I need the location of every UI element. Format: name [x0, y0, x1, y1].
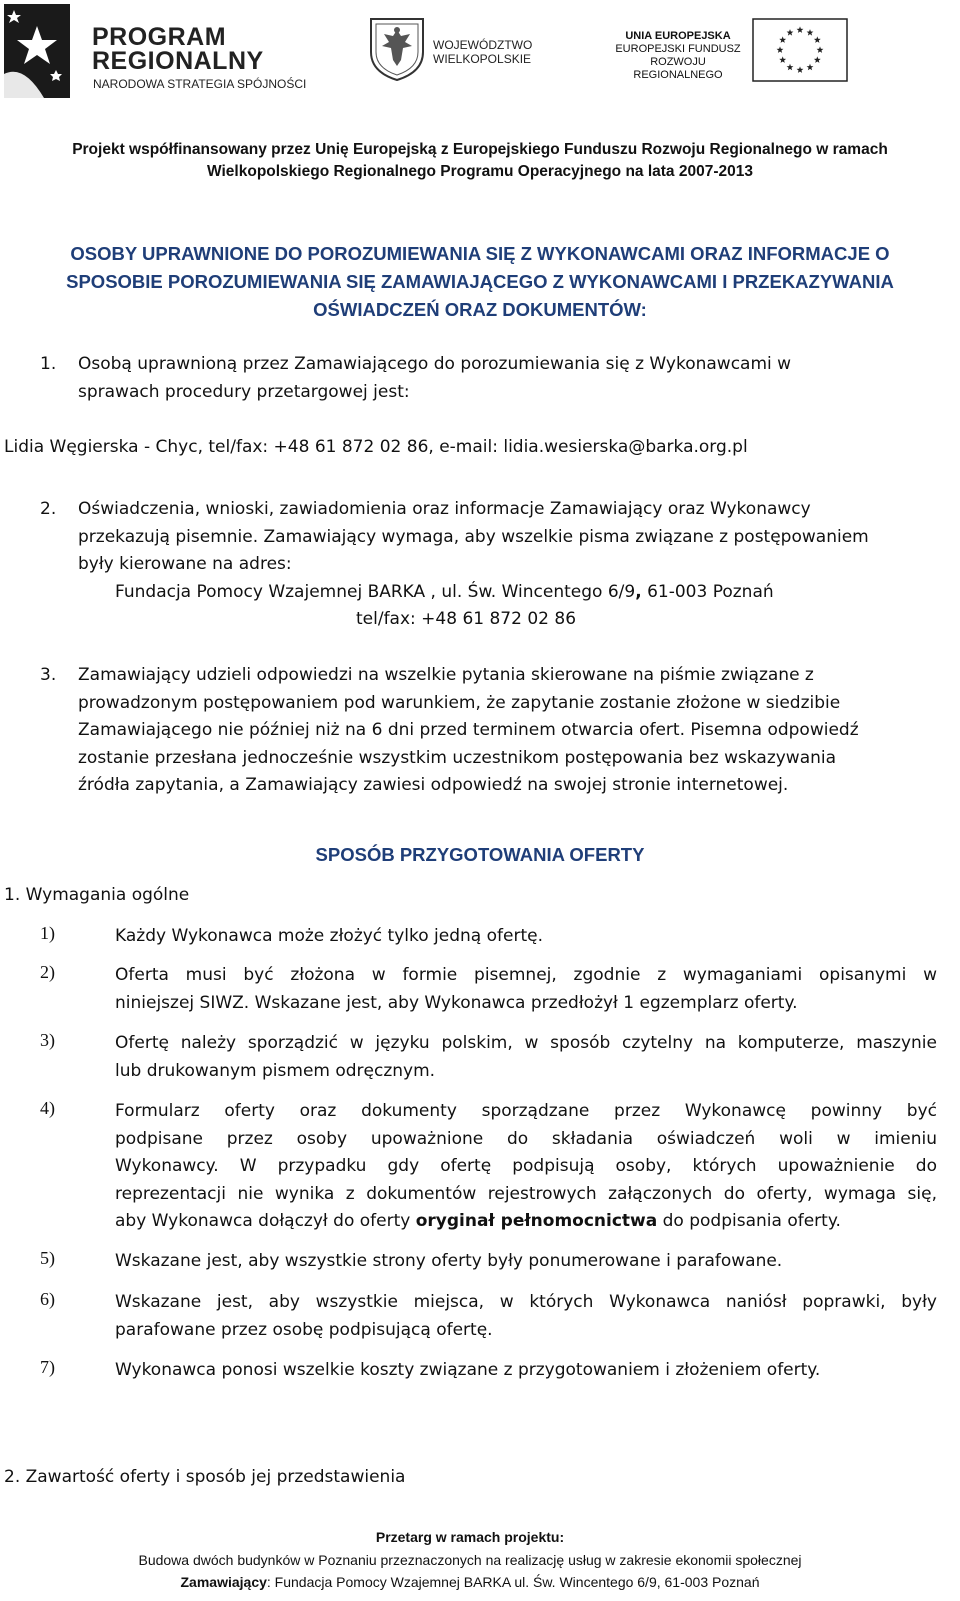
rule4-line5 [115, 1208, 841, 1236]
rule4-line5-part-c: do podpisania oferty. [657, 1211, 841, 1231]
footer-client-address: : Fundacja Pomocy Wzajemnej BARKA ul. Św. Wincentego 6/9, 61-003 Poznań [266, 1574, 760, 1590]
rule4-line4: reprezentacji nie wynika z dokumentów rejestrowych załączonych do oferty, wymaga się, [115, 1184, 937, 1204]
voivodeship-label-line1: WOJEWÓDZTWO [433, 38, 533, 52]
logo-bar [0, 0, 860, 100]
project-cofinancing-line1: Projekt współfinansowany przez Unię Europejską z Europejskiego Funduszu Rozwoju Regionalnego w ramach [72, 141, 888, 158]
address-part-b: 61-003 Poznań [641, 582, 774, 602]
wielkopolska-crest-icon [368, 16, 426, 82]
rule3-line2: lub drukowanym pismem odręcznym. [115, 1061, 436, 1081]
footer-client-label: Zamawiający [180, 1574, 267, 1590]
address-line [115, 579, 774, 607]
voivodeship-label-line2: WIELKOPOLSKIE [433, 52, 532, 66]
rule4-number: 4) [40, 1098, 55, 1118]
general-requirements-heading: 1. Wymagania ogólne [4, 885, 190, 905]
rule5-number: 5) [40, 1248, 55, 1268]
eu-label-line3: ROZWOJU REGIONALNEGO [633, 56, 723, 81]
item2-line3: były kierowane na adres: [78, 554, 292, 574]
contact-line: Lidia Węgierska - Chyc, tel/fax: +48 61 872 02 86, e-mail: lidia.wesierska@barka.org.pl [4, 437, 748, 457]
rule4-line3: Wykonawcy. W przypadku gdy ofertę podpisują osoby, których upoważnienie do [115, 1156, 937, 1176]
rule7-number: 7) [40, 1357, 55, 1377]
eu-label-line2: EUROPEJSKI FUNDUSZ [615, 43, 741, 55]
original-power-of-attorney: oryginał pełnomocnictwa [415, 1211, 658, 1231]
rule1-number: 1) [40, 923, 55, 943]
program-regionalny-logo-icon [4, 4, 70, 98]
item1-line1: Osobą uprawnioną przez Zamawiającego do porozumiewania się z Wykonawcami w [78, 354, 792, 374]
item2-line1: Oświadczenia, wnioski, zawiadomienia oraz informacje Zamawiający oraz Wykonawcy [78, 499, 811, 519]
rule5-line1: Wskazane jest, aby wszystkie strony oferty były ponumerowane i parafowane. [115, 1251, 783, 1271]
item3-line3: Zamawiającego nie później niż na 6 dni przed terminem otwarcia ofert. Pisemna odpowiedź [78, 720, 859, 740]
rule2-line1: Oferta musi być złożona w formie pisemnej, zgodnie z wymaganiami opisanymi w [115, 965, 937, 985]
item3-line2: prowadzonym postępowaniem pod warunkiem, że zapytanie zostanie złożone w siedzibie [78, 693, 841, 713]
item1-line2: sprawach procedury przetargowej jest: [78, 382, 410, 402]
footer-line2: Budowa dwóch budynków w Poznaniu przeznaczonych na realizację usług w zakresie ekonomii społecznej [138, 1552, 802, 1568]
eu-label-line1: UNIA EUROPEJSKA [625, 30, 731, 42]
eu-flag-icon [752, 18, 848, 82]
rule6-line1: Wskazane jest, aby wszystkie miejsca, w których Wykonawca naniósł poprawki, były [115, 1292, 937, 1312]
item2-number: 2. [40, 499, 57, 519]
section-title-line1: OSOBY UPRAWNIONE DO POROZUMIEWANIA SIĘ Z WYKONAWCAMI ORAZ INFORMACJE O [70, 243, 890, 264]
item3-line1: Zamawiający udzieli odpowiedzi na wszelkie pytania skierowane na piśmie związane z [78, 665, 814, 685]
program-title-line1: PROGRAM [92, 23, 227, 51]
address-comma: , [635, 582, 642, 602]
program-title-line2: REGIONALNY [92, 47, 264, 75]
rule6-number: 6) [40, 1289, 55, 1309]
rule2-number: 2) [40, 962, 55, 982]
rule4-line5-part-a: aby Wykonawca dołączył do oferty [115, 1211, 416, 1231]
section-title-line3: OŚWIADCZEŃ ORAZ DOKUMENTÓW: [313, 299, 647, 320]
offer-content-heading: 2. Zawartość oferty i sposób jej przedstawienia [4, 1467, 406, 1487]
item3-number: 3. [40, 665, 57, 685]
section-title-line2: SPOSOBIE POROZUMIEWANIA SIĘ ZAMAWIAJĄCEGO Z WYKONAWCAMI I PRZEKAZYWANIA [66, 271, 894, 292]
project-cofinancing-line2: Wielkopolskiego Regionalnego Programu Operacyjnego na lata 2007-2013 [207, 163, 753, 180]
rule4-line1: Formularz oferty oraz dokumenty sporządzane przez Wykonawcę powinny być [115, 1101, 937, 1121]
item3-line5: źródła zapytania, a Zamawiający zawiesi odpowiedź na swojej stronie internetowej. [78, 775, 789, 795]
offer-section-title: SPOSÓB PRZYGOTOWANIA OFERTY [315, 844, 645, 865]
footer-line3 [0, 1572, 940, 1592]
rule3-number: 3) [40, 1030, 55, 1050]
address-tel-line: tel/fax: +48 61 872 02 86 [356, 609, 577, 629]
item1-number: 1. [40, 354, 57, 374]
rule6-line2: parafowane przez osobę podpisującą ofertę. [115, 1320, 493, 1340]
item3-line4: zostanie przesłana jednocześnie wszystkim uczestnikom postępowania bez wskazywania [78, 748, 837, 768]
rule2-line2: niniejszej SIWZ. Wskazane jest, aby Wykonawca przedłożył 1 egzemplarz oferty. [115, 993, 798, 1013]
item2-line2: przekazują pisemnie. Zamawiający wymaga, aby wszelkie pisma związane z postępowaniem [78, 527, 869, 547]
rule4-line2: podpisane przez osoby upoważnione do składania oświadczeń woli w imieniu [115, 1129, 937, 1149]
rule7-line1: Wykonawca ponosi wszelkie koszty związane z przygotowaniem i złożeniem oferty. [115, 1360, 821, 1380]
program-subtitle: NARODOWA STRATEGIA SPÓJNOŚCI [93, 77, 307, 91]
address-part-a: Fundacja Pomocy Wzajemnej BARKA , ul. Św. Wincentego 6/9 [115, 582, 636, 602]
rule3-line1: Ofertę należy sporządzić w języku polskim, w sposób czytelny na komputerze, maszynie [115, 1033, 937, 1053]
footer-line1: Przetarg w ramach projektu: [375, 1529, 565, 1545]
rule1-line1: Każdy Wykonawca może złożyć tylko jedną ofertę. [115, 926, 543, 946]
